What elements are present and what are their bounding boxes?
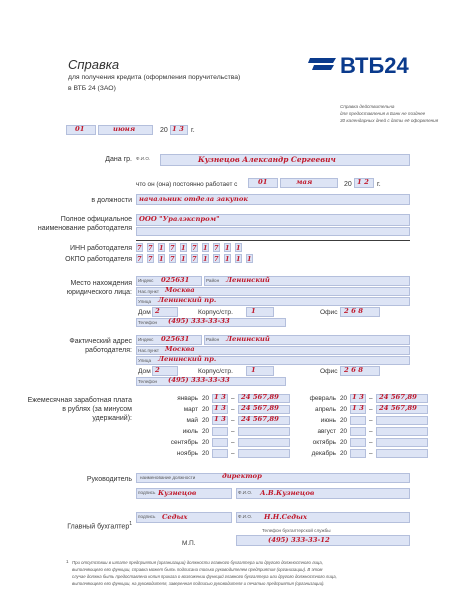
accountant-fio-caption: Ф.И.О. [238,514,253,519]
legal-city-value: Москва [165,286,195,294]
salary-amount-field-right[interactable] [376,416,428,425]
salary-year-prefix-left: 20 [202,428,210,435]
legal-street-caption: Улица [138,299,152,304]
salary-dash-left: – [231,395,235,402]
head-position-caption: наименование должности [140,475,196,480]
form-subtitle-line1: для получения кредита (оформления поручительства) [68,74,241,81]
accountant-fio-field[interactable] [236,512,410,523]
actual-address-label-line2: работодателя: [85,347,132,354]
issue-day-value: 01 [75,125,85,133]
fio-caption: Ф.И.О. [136,156,151,161]
position-label: в должности [91,197,132,204]
actual-city-value: Москва [165,345,195,353]
employed-since-label: что он (она) постоянно работает с [136,181,238,188]
salary-year-value-left: 1 3 [214,404,226,412]
okpo-digit: 7 [137,254,142,263]
head-position-value: директор [222,472,262,480]
accountant-signature-caption: подпись [138,514,156,519]
salary-label-line2: в рублях (за минусом [62,406,132,413]
actual-city-caption: Нас.пункт [138,348,159,353]
issued-to-label: Дана гр. [105,156,132,163]
okpo-digit: 7 [148,254,153,263]
inn-label: ИНН работодателя [70,245,132,252]
salary-month-label-right: октябрь [312,439,336,446]
accountant-footnote-mark: 1 [129,521,132,527]
salary-dash-right: – [369,439,373,446]
legal-index-value: 025631 [161,276,190,284]
form-subtitle-line2: в ВТБ 24 (ЗАО) [68,85,116,92]
actual-building-value: 1 [251,366,256,374]
salary-year-prefix-left: 20 [202,406,210,413]
salary-year-value-right: 1 3 [352,404,364,412]
actual-building-caption: Корпус/стр. [198,368,233,375]
salary-dash-left: – [231,406,235,413]
accountant-label-text: Главный бухгалтер [67,523,130,531]
legal-building-caption: Корпус/стр. [198,309,233,316]
legal-city-caption: Нас.пункт [138,289,159,294]
legal-street-value: Ленинский пр. [158,296,217,304]
inn-digit: 1 [225,243,230,252]
actual-office-value: 2 6 8 [344,366,363,374]
salary-amount-value-left: 24 567,89 [241,393,279,401]
footnote-number: 1 [66,559,69,564]
okpo-digit: 7 [214,254,219,263]
salary-year-prefix-right: 20 [340,428,348,435]
salary-month-label-left: июль [182,428,198,435]
head-fio-caption: Ф.И.О. [238,490,253,495]
salary-year-value-right: 1 3 [352,393,364,401]
salary-dash-right: – [369,428,373,435]
salary-dash-right: – [369,450,373,457]
salary-dash-right: – [369,417,373,424]
legal-building-value: 1 [251,307,256,315]
footnote-line2: выполняющего его функции, справка может быть подписана только руководителем предприятия (организации). В этом [72,567,323,572]
salary-dash-right: – [369,406,373,413]
accountant-fio-value: Н.Н.Седых [264,513,308,521]
validity-note-line2: для предоставления в Банк не позднее [340,111,426,116]
form-title: Справка [68,57,120,72]
salary-year-value-left: 1 3 [214,393,226,401]
legal-address-label-line1: Место нахождения [70,280,132,287]
position-value: начальник отдела закупок [139,195,248,203]
salary-amount-field-right[interactable] [376,438,428,447]
salary-amount-value-left: 24 567,89 [241,404,279,412]
salary-month-label-right: февраль [309,395,336,402]
salary-month-label-left: январь [177,395,198,402]
employed-year-prefix: 20 [344,181,352,188]
salary-dash-left: – [231,450,235,457]
salary-amount-value-right: 24 567,89 [379,404,417,412]
actual-phone-caption: Телефон [138,379,158,384]
okpo-digit: 1 [181,254,186,263]
okpo-digit: 1 [236,254,241,263]
salary-month-label-left: май [186,417,198,424]
salary-month-label-right: август [317,428,336,435]
okpo-digit: 7 [170,254,175,263]
legal-phone-caption: Телефон [138,320,158,325]
inn-digit: 7 [192,243,197,252]
salary-amount-field-left[interactable] [238,427,290,436]
salary-amount-field-left[interactable] [238,438,290,447]
actual-index-value: 025631 [161,335,190,343]
fio-value: Кузнецов Александр Сергеевич [198,155,336,164]
actual-house-value: 2 [155,366,160,374]
inn-digit: 7 [170,243,175,252]
official-name-label-line2: наименование работодателя [37,225,132,232]
legal-district-value: Ленинский [226,276,270,284]
accounting-phone-caption: Телефон бухгалтерской службы [262,528,331,533]
okpo-digit: 7 [192,254,197,263]
official-name-field-2[interactable] [136,227,410,236]
accounting-phone-value: (495) 333-33-12 [268,536,330,544]
vtb24-logo-text: ВТБ24 [340,53,409,78]
actual-street-caption: Улица [138,358,152,363]
head-label: Руководитель [86,476,132,483]
actual-street-value: Ленинский пр. [158,355,217,363]
salary-year-prefix-left: 20 [202,439,210,446]
salary-dash-right: – [369,395,373,402]
salary-year-value-left: 1 3 [214,415,226,423]
accountant-label [67,521,132,530]
salary-label-line1: Ежемесячная заработная плата [27,397,132,404]
official-name-value: ООО "Уралэкспром" [139,215,220,223]
salary-year-field-right[interactable] [350,449,366,458]
legal-phone-value: (495) 333-33-33 [168,317,230,325]
inn-digit: 7 [214,243,219,252]
salary-dash-left: – [231,439,235,446]
actual-phone-value: (495) 333-33-33 [168,376,230,384]
inn-digit: 1 [181,243,186,252]
actual-district-caption: Район [206,337,220,342]
salary-year-field-right[interactable] [350,427,366,436]
actual-district-value: Ленинский [226,335,270,343]
issue-year-prefix: 20 [160,127,168,134]
employed-month-value: мая [296,178,313,186]
actual-house-caption: Дом [138,368,151,375]
legal-house-caption: Дом [138,309,151,316]
head-signature-caption: подпись [138,490,156,495]
okpo-digit: 1 [159,254,164,263]
legal-district-caption: Район [206,278,220,283]
employed-year-value: 1 2 [357,178,369,186]
salary-amount-field-right[interactable] [376,427,428,436]
legal-address-label-line2: юридического лица: [66,289,132,296]
salary-year-prefix-right: 20 [340,439,348,446]
footnote-line3: случае должна быть предоставлена копия приказа о возложении функций главного бухгалтера или другого должностного лица, [72,574,337,579]
okpo-digit: 1 [247,254,252,263]
employed-day-value: 01 [258,178,268,186]
legal-office-caption: Офис [320,309,338,316]
salary-year-field-left[interactable] [212,438,228,447]
footnote-line1: При отсутствии в штате предприятия (организации) должности главного бухгалтера или другого должностного лица, [72,560,323,565]
okpo-digit: 1 [225,254,230,263]
inn-digit: 1 [159,243,164,252]
inn-digit: 7 [137,243,142,252]
validity-note-line3: 30 календарных дней с даты её оформления [340,118,439,123]
vtb-flag-icon [308,55,338,77]
salary-year-prefix-left: 20 [202,417,210,424]
salary-month-label-left: ноябрь [176,450,198,457]
actual-index-caption: Индекс [138,337,154,342]
salary-amount-field-left[interactable] [238,449,290,458]
legal-office-value: 2 6 8 [344,307,363,315]
head-signature-value: Кузнецов [158,489,197,497]
salary-year-prefix-right: 20 [340,395,348,402]
inn-digit: 1 [236,243,241,252]
salary-year-prefix-left: 20 [202,395,210,402]
salary-month-label-right: июнь [320,417,336,424]
validity-note-line1: Справка действительна [340,104,395,109]
salary-year-field-left[interactable] [212,427,228,436]
salary-year-field-left[interactable] [212,449,228,458]
salary-month-label-right: апрель [315,406,336,413]
salary-dash-left: – [231,428,235,435]
salary-dash-left: – [231,417,235,424]
actual-address-label-line1: Фактический адрес [69,338,132,345]
salary-label-line3: удержаний): [92,415,132,422]
legal-index-caption: Индекс [138,278,154,283]
issue-month-value: июня [113,125,136,133]
salary-month-label-left: март [183,406,198,413]
okpo-label: ОКПО работодателя [65,256,132,263]
legal-house-value: 2 [155,307,160,315]
inn-digit: 7 [148,243,153,252]
official-name-label-line1: Полное официальное [60,216,132,223]
inn-digit: 1 [203,243,208,252]
issue-year-suffix: г. [191,127,195,134]
salary-year-prefix-left: 20 [202,450,210,457]
salary-amount-field-right[interactable] [376,449,428,458]
salary-month-label-left: сентябрь [170,439,198,446]
section-divider [136,240,410,241]
footnote-line4: выполняющего его функции, на руководителя, заверенная подписью руководителя и печатью предприятия (организации). [72,581,325,586]
accountant-signature-value: Седых [162,513,188,521]
issue-year-value: 1 3 [172,125,184,133]
salary-amount-value-right: 24 567,89 [379,393,417,401]
vtb24-logo [308,53,448,83]
okpo-digit: 1 [203,254,208,263]
salary-amount-value-left: 24 567,89 [241,415,279,423]
actual-office-caption: Офис [320,368,338,375]
salary-month-label-right: декабрь [311,450,336,457]
salary-year-prefix-right: 20 [340,406,348,413]
head-fio-value: А.В.Кузнецов [260,489,315,497]
stamp-mark: М.П. [182,540,196,547]
salary-year-prefix-right: 20 [340,450,348,457]
salary-year-field-right[interactable] [350,416,366,425]
salary-year-prefix-right: 20 [340,417,348,424]
salary-year-field-right[interactable] [350,438,366,447]
employed-year-suffix: г. [377,181,381,188]
